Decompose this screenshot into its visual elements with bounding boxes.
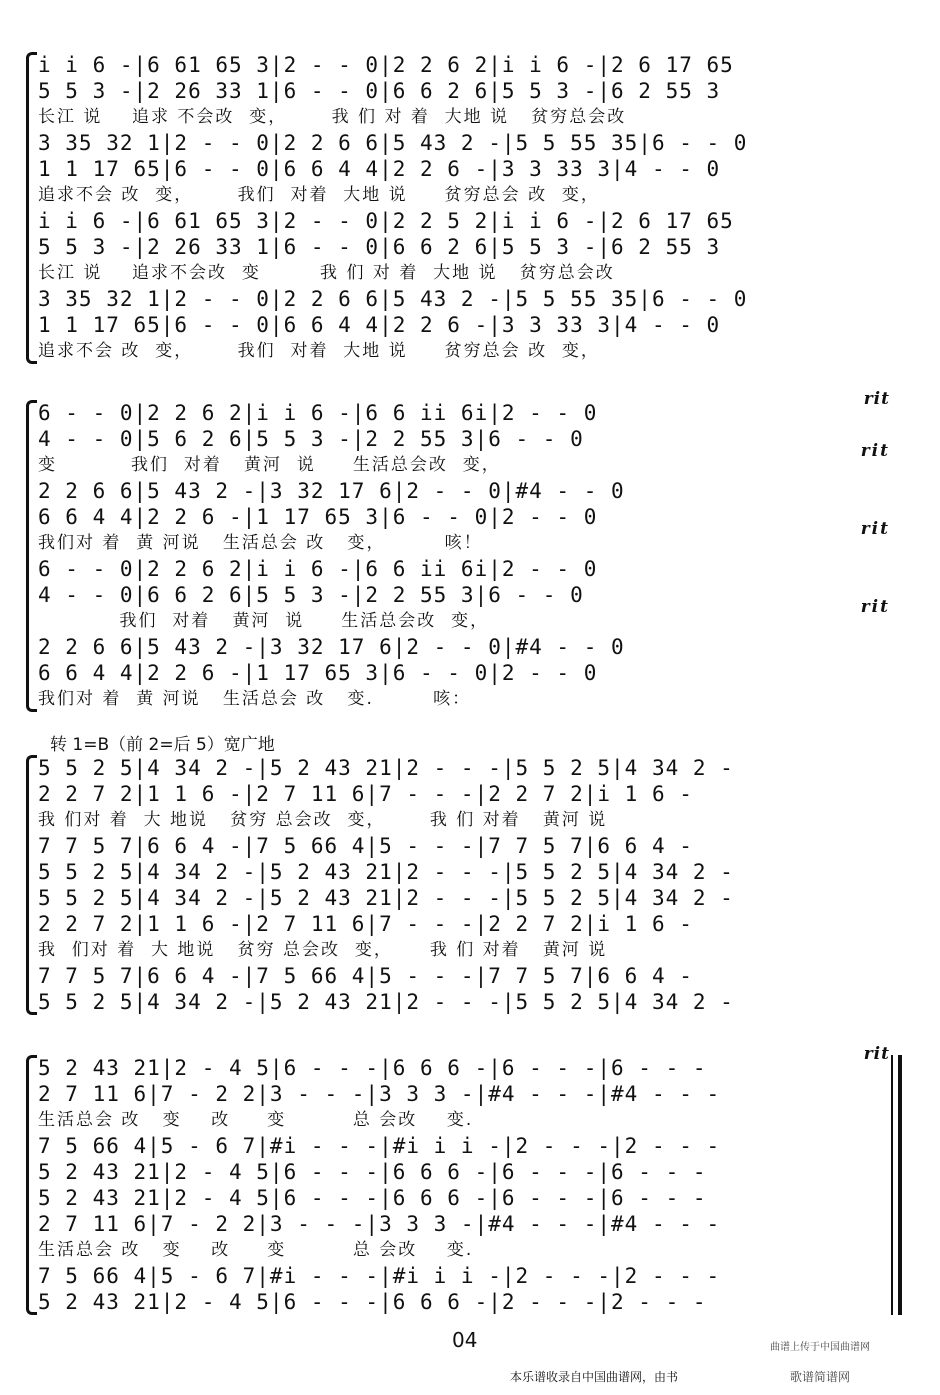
notation-text: 1 1 17 65|6 - - 0|6 6 4 4|2 2 6 -|3 3 33 3|4 - - 0 <box>38 157 721 181</box>
notation-line <box>38 1185 898 1211</box>
notation-text: 6 6 4 4|2 2 6 -|1 17 65 3|6 - - 0|2 - - 0 <box>38 661 598 685</box>
notation-text: 5 2 43 21|2 - 4 5|6 - - -|6 6 6 -|6 - - -|6 - - - <box>38 1056 707 1080</box>
notation-text: 1 1 17 65|6 - - 0|6 6 4 4|2 2 6 -|3 3 33 3|4 - - 0 <box>38 313 721 337</box>
system-brace <box>26 52 37 364</box>
system-brace <box>26 400 37 712</box>
ritardando-mark: rit <box>860 597 890 617</box>
notation-text: 7 7 5 7|6 6 4 -|7 5 66 4|5 - - -|7 7 5 7|6 6 4 - <box>38 834 693 858</box>
notation-text: 3 35 32 1|2 - - 0|2 2 6 6|5 43 2 -|5 5 55 35|6 - - 0 <box>38 287 748 311</box>
notation-text: 5 2 43 21|2 - 4 5|6 - - -|6 6 6 -|6 - - -|6 - - - <box>38 1160 707 1184</box>
notation-text: 4 - - 0|6 6 2 6|5 5 3 -|2 2 55 3|6 - - 0 <box>38 583 584 607</box>
notation-line <box>38 52 898 78</box>
notation-line <box>38 634 898 660</box>
ritardando-mark: rit <box>860 519 890 539</box>
footer-text: 本乐谱收录自中国曲谱网，由书 <box>510 1370 679 1384</box>
notation-text: 2 7 11 6|7 - 2 2|3 - - -|3 3 3 -|#4 - - -|#4 - - - <box>38 1082 721 1106</box>
notation-line <box>38 911 898 937</box>
lyric-text: 追求不会 改 变， 我们 对着 大地 说 贫穷总会 改 变， <box>38 185 600 205</box>
lyric-line <box>38 182 898 208</box>
notation-text: i i 6 -|6 61 65 3|2 - - 0|2 2 5 2|i i 6 -|2 6 17 65 <box>38 209 734 233</box>
notation-text: 7 7 5 7|6 6 4 -|7 5 66 4|5 - - -|7 7 5 7|6 6 4 - <box>38 964 693 988</box>
notation-line <box>38 1211 898 1237</box>
notation-line <box>38 1044 898 1081</box>
notation-text: 5 5 2 5|4 34 2 -|5 2 43 21|2 - - -|5 5 2 5|4 34 2 - <box>38 860 734 884</box>
notation-line <box>38 556 898 582</box>
watermark-top: 曲谱上传于中国曲谱网 <box>770 1342 870 1353</box>
notation-line <box>38 781 898 807</box>
score-system-2 <box>38 389 898 712</box>
page-number: 04 <box>452 1328 478 1352</box>
notation-text: 6 6 4 4|2 2 6 -|1 17 65 3|6 - - 0|2 - - 0 <box>38 505 598 529</box>
ritardando-mark: rit <box>860 441 890 461</box>
lyric-line <box>38 1107 898 1133</box>
notation-line <box>38 1289 898 1315</box>
notation-text: 6 - - 0|2 2 6 2|i i 6 -|6 6 ii 6i|2 - - 0 <box>38 557 598 581</box>
notation-line <box>38 426 898 452</box>
lyric-line <box>38 104 898 130</box>
notation-text: 3 35 32 1|2 - - 0|2 2 6 6|5 43 2 -|5 5 55 35|6 - - 0 <box>38 131 748 155</box>
score-system-4 <box>38 1044 898 1315</box>
notation-text: 4 - - 0|5 6 2 6|5 5 3 -|2 2 55 3|6 - - 0 <box>38 427 584 451</box>
lyric-text: 生活总会 改 变 改 变 总 会改 变. <box>38 1240 474 1260</box>
lyric-text: 长江 说 追求不会改 变 我 们 对 着 大地 说 贫穷总会改 <box>38 263 615 283</box>
notation-text: 5 2 43 21|2 - 4 5|6 - - -|6 6 6 -|2 - - -|2 - - - <box>38 1290 707 1314</box>
notation-text: 5 5 3 -|2 26 33 1|6 - - 0|6 6 2 6|5 5 3 -|6 2 55 3 <box>38 235 721 259</box>
lyric-text: 我 们对 着 大 地说 贫穷 总会改 变， 我 们 对着 黄河 说 <box>38 940 608 960</box>
lyric-text: 我们对 着 黄 河说 生活总会 改 变. 咳： <box>38 689 472 709</box>
notation-line <box>38 234 898 260</box>
notation-text: 5 5 2 5|4 34 2 -|5 2 43 21|2 - - -|5 5 2 5|4 34 2 - <box>38 756 734 780</box>
lyric-text: 我们 对着 黄河 说 生活总会改 变， <box>38 611 490 631</box>
notation-line <box>38 755 898 781</box>
notation-line <box>38 1133 898 1159</box>
notation-text: 7 5 66 4|5 - 6 7|#i - - -|#i i i -|2 - - -|2 - - - <box>38 1134 721 1158</box>
ritardando-mark: rit <box>863 1044 890 1064</box>
notation-line <box>38 859 898 885</box>
notation-line <box>38 504 898 530</box>
notation-line <box>38 660 898 686</box>
notation-line <box>38 963 898 989</box>
lyric-line <box>38 937 898 963</box>
lyric-line <box>38 1237 898 1263</box>
system-brace <box>26 1055 37 1315</box>
notation-text: 2 2 6 6|5 43 2 -|3 32 17 6|2 - - 0|#4 - - 0 <box>38 635 625 659</box>
lyric-text: 追求不会 改 变， 我们 对着 大地 说 贫穷总会 改 变， <box>38 341 600 361</box>
notation-text: 2 2 7 2|1 1 6 -|2 7 11 6|7 - - -|2 2 7 2|i 1 6 - <box>38 782 693 806</box>
notation-text: 6 - - 0|2 2 6 2|i i 6 -|6 6 ii 6i|2 - - 0 <box>38 401 598 425</box>
notation-line <box>38 582 898 608</box>
notation-text: 5 5 2 5|4 34 2 -|5 2 43 21|2 - - -|5 5 2 5|4 34 2 - <box>38 990 734 1014</box>
ritardando-mark: rit <box>863 389 890 409</box>
lyric-line <box>38 260 898 286</box>
notation-line <box>38 1263 898 1289</box>
notation-text: 2 2 6 6|5 43 2 -|3 32 17 6|2 - - 0|#4 - - 0 <box>38 479 625 503</box>
notation-text: 5 5 3 -|2 26 33 1|6 - - 0|6 6 2 6|5 5 3 -|6 2 55 3 <box>38 79 721 103</box>
lyric-line <box>38 519 898 556</box>
lyric-line <box>38 807 898 833</box>
lyric-text: 我 们对 着 大 地说 贫穷 总会改 变， 我 们 对着 黄河 说 <box>38 810 608 830</box>
notation-line <box>38 312 898 338</box>
lyric-line <box>38 338 898 364</box>
score-system-1 <box>38 52 898 364</box>
lyric-line <box>38 686 898 712</box>
lyric-line <box>38 441 898 478</box>
watermark-bottom: 歌谱简谱网 <box>790 1370 851 1384</box>
notation-line <box>38 130 898 156</box>
key-change-heading: 转 1=B（前 2=后 5）宽广地 <box>50 735 275 755</box>
notation-line <box>38 156 898 182</box>
notation-line <box>38 286 898 312</box>
lyric-line <box>38 597 898 634</box>
score-system-3 <box>38 755 898 1015</box>
lyric-text: 变 我们 对着 黄河 说 生活总会改 变， <box>38 455 501 475</box>
system-brace <box>26 755 37 1015</box>
notation-line <box>38 833 898 859</box>
lyric-text: 长江 说 追求 不会改 变， 我 们 对 着 大地 说 贫穷总会改 <box>38 107 627 127</box>
notation-line <box>38 208 898 234</box>
notation-line <box>38 1159 898 1185</box>
notation-text: i i 6 -|6 61 65 3|2 - - 0|2 2 6 2|i i 6 -|2 6 17 65 <box>38 53 734 77</box>
notation-line <box>38 1081 898 1107</box>
notation-text: 5 5 2 5|4 34 2 -|5 2 43 21|2 - - -|5 5 2 5|4 34 2 - <box>38 886 734 910</box>
notation-line <box>38 78 898 104</box>
lyric-text: 我们对 着 黄 河说 生活总会 改 变， 咳！ <box>38 533 483 553</box>
notation-line <box>38 885 898 911</box>
notation-text: 5 2 43 21|2 - 4 5|6 - - -|6 6 6 -|6 - - -|6 - - - <box>38 1186 707 1210</box>
lyric-text: 生活总会 改 变 改 变 总 会改 变. <box>38 1110 474 1130</box>
notation-text: 7 5 66 4|5 - 6 7|#i - - -|#i i i -|2 - - -|2 - - - <box>38 1264 721 1288</box>
notation-text: 2 7 11 6|7 - 2 2|3 - - -|3 3 3 -|#4 - - -|#4 - - - <box>38 1212 721 1236</box>
notation-line <box>38 389 898 426</box>
notation-line <box>38 989 898 1015</box>
notation-line <box>38 478 898 504</box>
notation-text: 2 2 7 2|1 1 6 -|2 7 11 6|7 - - -|2 2 7 2|i 1 6 - <box>38 912 693 936</box>
